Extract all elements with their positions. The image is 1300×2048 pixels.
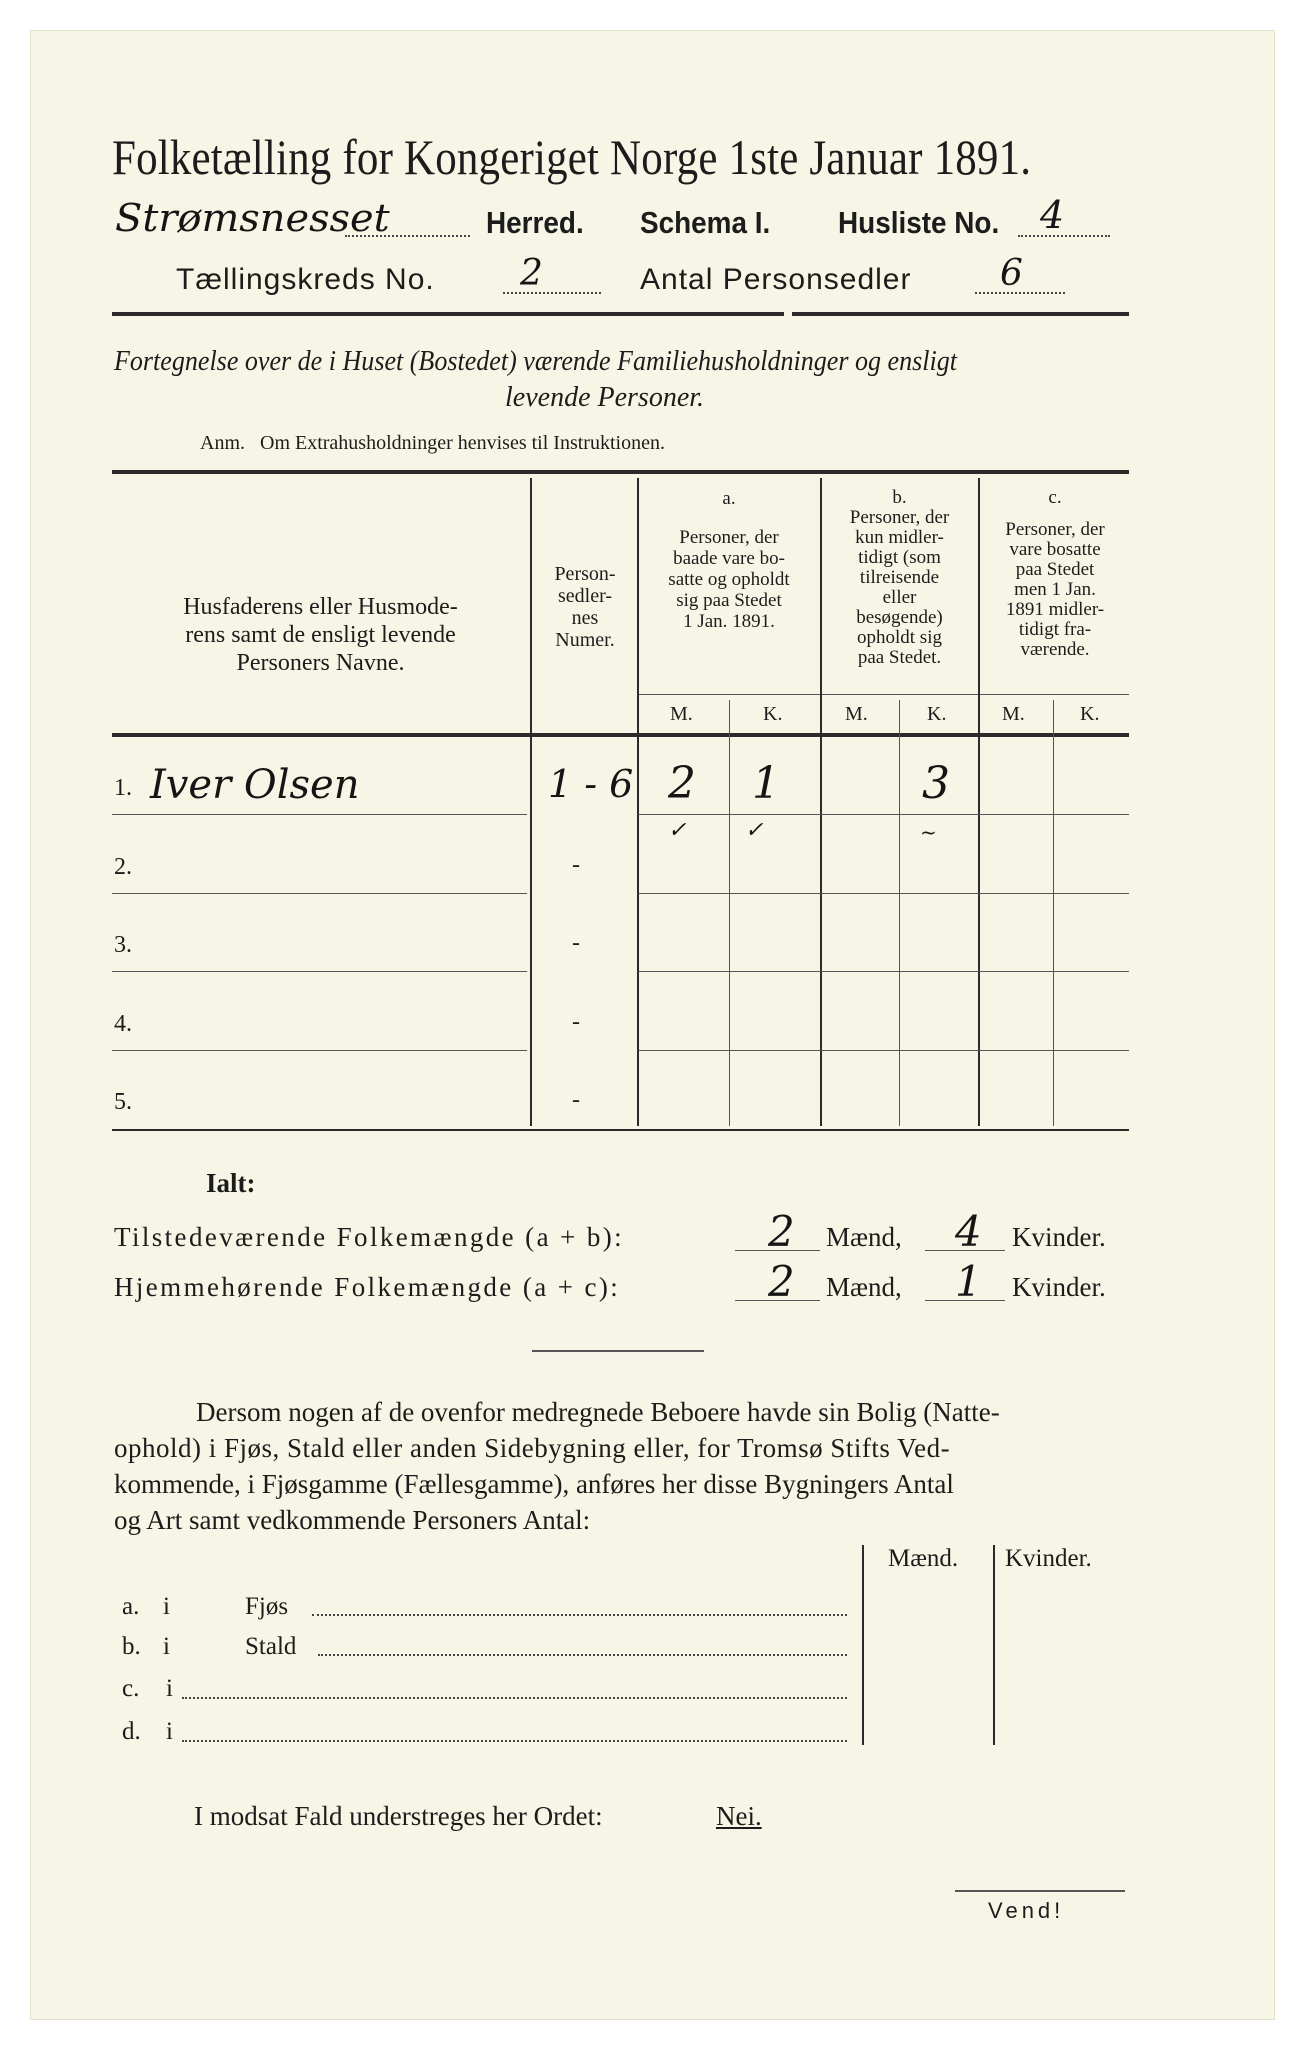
table-bottom-rule	[112, 1129, 1129, 1131]
personsedler-numer: 1 - 6	[548, 762, 634, 806]
schema-label: Schema I.	[640, 205, 771, 240]
outbuilding-name: Stald	[245, 1633, 297, 1660]
anm-note: Anm. Om Extrahusholdninger henvises til Instruktionen.	[200, 432, 665, 454]
intro-line-2: levende Personer.	[505, 382, 705, 413]
table-head-bottom-rule	[112, 733, 1129, 737]
outbuilding-para-line-4: og Art samt vedkommende Personers Antal:	[114, 1505, 591, 1535]
cell-b-k: 3	[922, 758, 950, 809]
header-names: Husfaderens eller Husmode- rens samt de ensligt levende Personers Navne.	[183, 594, 458, 676]
row-rule	[638, 971, 1129, 972]
table-top-rule	[112, 470, 1129, 474]
fill-line	[735, 1250, 820, 1251]
table-row-number: 2.	[114, 854, 132, 880]
row-rule	[112, 1050, 527, 1051]
personsedler-numer: -	[572, 1087, 580, 1113]
outbuilding-name: Fjøs	[245, 1593, 289, 1620]
kreds-dotted-line	[503, 292, 601, 294]
outbuilding-i: i	[163, 1593, 170, 1620]
col-divider-names	[530, 478, 532, 1126]
cell-a-k: 1	[752, 758, 780, 809]
tilstedevaerende-label: Tilstedeværende Folkemængde (a + b):	[114, 1222, 625, 1252]
row-rule	[638, 814, 1129, 815]
herred-label: Herred.	[486, 205, 584, 240]
check-mark: ✓	[668, 818, 687, 843]
outbuilding-para-line-1: Dersom nogen af de ovenfor medregnede Beboere havde sin Bolig (Natte-	[196, 1397, 1000, 1427]
outbuilding-col-divider	[993, 1545, 995, 1745]
kreds-label: Tællingskreds No.	[176, 263, 435, 296]
maend-word: Mænd,	[826, 1222, 902, 1252]
header-rule-right	[792, 312, 1129, 316]
row-rule	[638, 1050, 1129, 1051]
col-divider-b-mk	[899, 700, 900, 1126]
intro-line-1: Fortegnelse over de i Huset (Bostedet) værende Familiehusholdninger og ensligt	[114, 346, 957, 377]
hjemmehorende-label: Hjemmehørende Folkemængde (a + c):	[114, 1272, 621, 1302]
vend-label: Vend!	[988, 1898, 1065, 1923]
outbuilding-dotted-line	[312, 1614, 847, 1616]
outbuilding-maend-header: Mænd.	[888, 1545, 959, 1572]
header-col-c: c. Personer, der vare bosatte paa Stedet men 1 Jan. 1891 midler- tidigt fra- værende.	[1005, 487, 1105, 660]
vend-rule	[955, 1890, 1125, 1892]
outbuilding-i: i	[166, 1718, 173, 1745]
outbuilding-letter: a.	[122, 1593, 140, 1620]
maend-word: Mænd,	[826, 1272, 902, 1302]
husliste-dotted-line	[1018, 235, 1110, 237]
row-rule	[112, 893, 527, 894]
mk-subheader-rule	[638, 694, 1129, 695]
kvinder-word: Kvinder.	[1012, 1222, 1106, 1252]
personsedler-numer: -	[572, 930, 580, 956]
row-rule	[638, 893, 1129, 894]
table-row-number: 1.	[114, 775, 132, 801]
header-col-a: a. Personer, der baade vare bo- satte og opholdt sig paa Stedet 1 Jan. 1891.	[668, 488, 790, 632]
check-mark: ~	[920, 820, 937, 844]
hjemme-kvinder-value: 1	[955, 1257, 982, 1306]
husliste-label: Husliste No.	[838, 205, 1000, 240]
a-k-label: K.	[763, 703, 783, 725]
husliste-value: 4	[1040, 193, 1065, 237]
col-divider-a-mk	[729, 700, 730, 1126]
c-m-label: M.	[1002, 703, 1025, 725]
table-row-number: 3.	[114, 932, 132, 958]
outbuilding-para-line-3: kommende, i Fjøsgamme (Fællesgamme), anføres her disse Bygningers Antal	[114, 1469, 954, 1499]
outbuilding-i: i	[163, 1633, 170, 1660]
nei-word: Nei.	[716, 1801, 762, 1831]
antal-value: 6	[1000, 253, 1023, 294]
table-row-number: 4.	[114, 1011, 132, 1037]
outbuilding-kvinder-header: Kvinder.	[1005, 1545, 1092, 1572]
outbuilding-col-divider	[862, 1545, 864, 1745]
header-col-b: b. Personer, der kun midler- tidigt (som tilreisende eller besøgende) opholdt sig paa Stedet.	[849, 487, 950, 668]
outbuilding-letter: d.	[122, 1718, 141, 1745]
form-title: Folketælling for Kongeriget Norge 1ste Januar 1891.	[112, 129, 1032, 185]
b-k-label: K.	[927, 703, 947, 725]
c-k-label: K.	[1080, 703, 1100, 725]
kreds-value: 2	[520, 253, 543, 294]
modsat-text: I modsat Fald understreges her Ordet:	[194, 1801, 603, 1831]
header-numer: Person- sedler- nes Numer.	[554, 563, 616, 651]
outbuilding-dotted-line	[182, 1740, 847, 1742]
header-rule-left	[112, 312, 784, 316]
ialt-label: Ialt:	[206, 1168, 256, 1198]
antal-label: Antal Personsedler	[640, 263, 912, 296]
row-rule	[112, 814, 527, 815]
fill-line	[925, 1250, 1005, 1251]
personsedler-numer: -	[572, 1009, 580, 1035]
check-mark: ✓	[745, 818, 764, 843]
section-divider	[532, 1350, 704, 1352]
census-form-page	[30, 30, 1275, 2020]
tilstede-maend-value: 2	[768, 1207, 795, 1256]
fill-line	[925, 1300, 1005, 1301]
fill-line	[735, 1300, 820, 1301]
outbuilding-para-line-2: ophold) i Fjøs, Stald eller anden Sidebygning eller, for Tromsø Stifts Ved-	[114, 1433, 951, 1463]
col-divider-c-mk	[1053, 700, 1054, 1126]
b-m-label: M.	[845, 703, 868, 725]
outbuilding-i: i	[166, 1675, 173, 1702]
outbuilding-letter: c.	[122, 1675, 140, 1702]
personsedler-numer: -	[572, 852, 580, 878]
person-name: Iver Olsen	[150, 762, 360, 808]
a-m-label: M.	[670, 703, 693, 725]
outbuilding-dotted-line	[182, 1697, 847, 1699]
outbuilding-dotted-line	[318, 1654, 847, 1656]
col-divider-numer	[637, 478, 639, 1126]
herred-dotted-line	[345, 235, 470, 237]
kvinder-word: Kvinder.	[1012, 1272, 1106, 1302]
outbuilding-letter: b.	[122, 1633, 141, 1660]
table-row-number: 5.	[114, 1089, 132, 1115]
tilstede-kvinder-value: 4	[955, 1207, 982, 1256]
cell-a-m: 2	[668, 758, 696, 809]
hjemme-maend-value: 2	[768, 1257, 795, 1306]
antal-dotted-line	[975, 292, 1065, 294]
row-rule	[112, 971, 527, 972]
herred-value: Strømsnesset	[115, 196, 390, 240]
